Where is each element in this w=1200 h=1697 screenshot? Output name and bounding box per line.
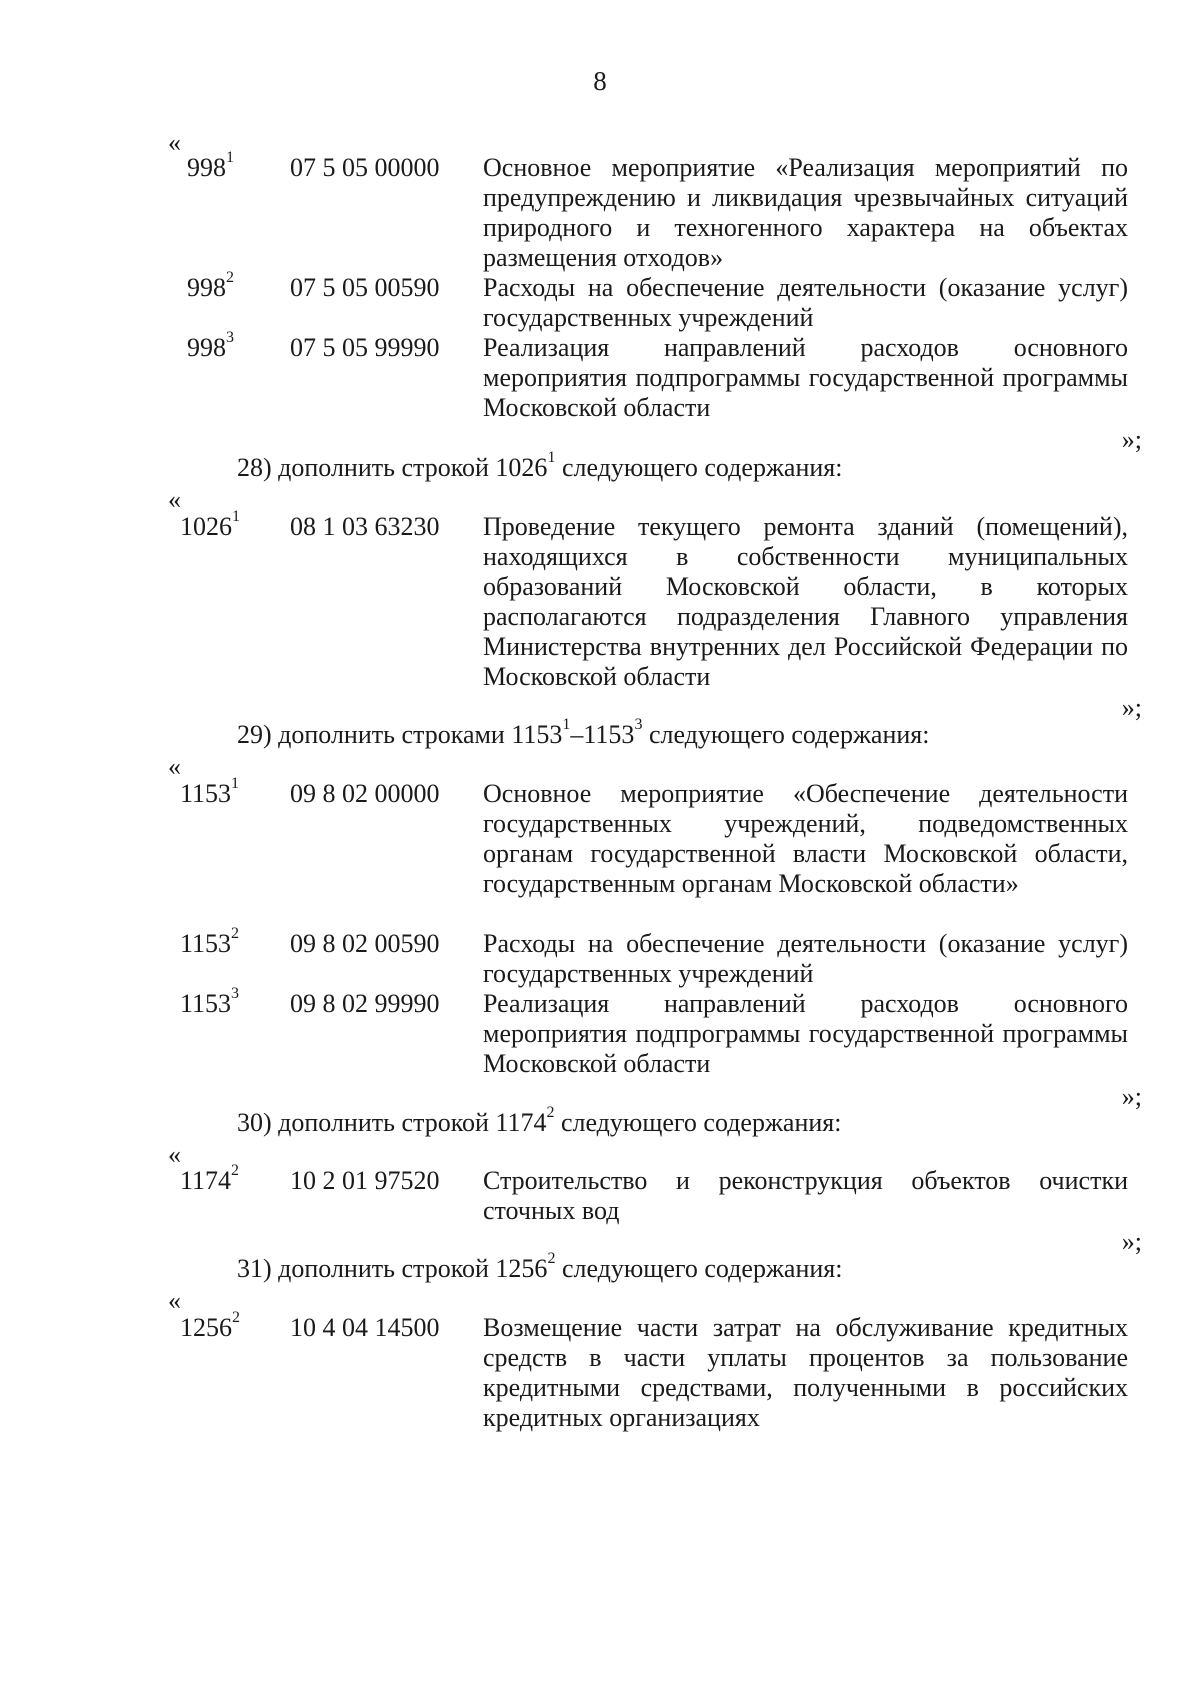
row-code: 07 5 05 00590	[290, 273, 440, 302]
open-quote: «	[168, 752, 181, 781]
row-number: 1153$^1$	[180, 775, 240, 808]
row-description: Строительство и реконструкция объектов очистки сточных вод	[483, 1166, 1128, 1225]
row-description: Реализация направлений расходов основного мероприятия подпрограммы государственной программы Московской области	[483, 333, 1128, 422]
amendment-instruction-31: 31) дополнить строкой 1256$^2$ следующего содержания:	[237, 1250, 843, 1283]
row-number: 1153$^2$	[180, 925, 240, 958]
row-number: $998^3$	[187, 329, 234, 362]
row-code: 08 1 03 63230	[290, 512, 440, 541]
row-number: 1026$^1$	[180, 508, 240, 541]
row-number: 1174$^2$	[180, 1162, 240, 1195]
amendment-instruction-29: 29) дополнить строками 1153$^1$–1153$^3$ следующего содержания:	[237, 716, 930, 749]
row-number: 1256$^2$	[180, 1309, 240, 1342]
amendment-instruction-28: 28) дополнить строкой 1026$^1$ следующего содержания:	[237, 449, 843, 482]
row-description: Расходы на обеспечение деятельности (оказание услуг) государственных учреждений	[483, 273, 1128, 332]
row-code: 09 8 02 99990	[290, 989, 440, 1018]
row-description: Проведение текущего ремонта зданий (помещений), находящихся в собственности муниципальных образований Московской области, в которых располагаются подразделения Главного управления Министерства внутренних дел Российской Федерации по Московской области	[483, 512, 1128, 691]
row-code: 09 8 02 00590	[290, 929, 440, 958]
close-quote: »;	[1121, 693, 1142, 722]
row-code: 07 5 05 99990	[290, 333, 440, 362]
open-quote: «	[168, 485, 181, 514]
close-quote: »;	[1121, 425, 1142, 454]
row-description: Реализация направлений расходов основного мероприятия подпрограммы государственной программы Московской области	[483, 989, 1128, 1078]
row-number: 1153$^3$	[180, 985, 240, 1018]
row-code: 09 8 02 00000	[290, 779, 440, 808]
row-description: Возмещение части затрат на обслуживание кредитных средств в части уплаты процентов за пользование кредитными средствами, полученными в российских кредитных организациях	[483, 1313, 1128, 1432]
open-quote: «	[168, 128, 181, 157]
open-quote: «	[168, 1140, 181, 1169]
page-number: 8	[593, 66, 607, 96]
row-number: $998^1$	[187, 149, 234, 182]
row-description: Основное мероприятие «Реализация мероприятий по предупреждению и ликвидация чрезвычайных ситуаций природного и техногенного характера на объектах размещения отходов»	[483, 153, 1128, 272]
row-description: Основное мероприятие «Обеспечение деятельности государственных учреждений, подведомственных органам государственной власти Московской области, государственным органам Московской области»	[483, 779, 1128, 898]
close-quote: »;	[1121, 1082, 1142, 1111]
row-code: 07 5 05 00000	[290, 153, 440, 182]
amendment-instruction-30: 30) дополнить строкой 1174$^2$ следующего содержания:	[237, 1104, 842, 1137]
row-code: 10 2 01 97520	[290, 1166, 440, 1195]
row-code: 10 4 04 14500	[290, 1313, 440, 1342]
row-number: $998^2$	[187, 269, 234, 302]
close-quote: »;	[1121, 1227, 1142, 1256]
open-quote: «	[168, 1286, 181, 1315]
row-description: Расходы на обеспечение деятельности (оказание услуг) государственных учреждений	[483, 929, 1128, 988]
